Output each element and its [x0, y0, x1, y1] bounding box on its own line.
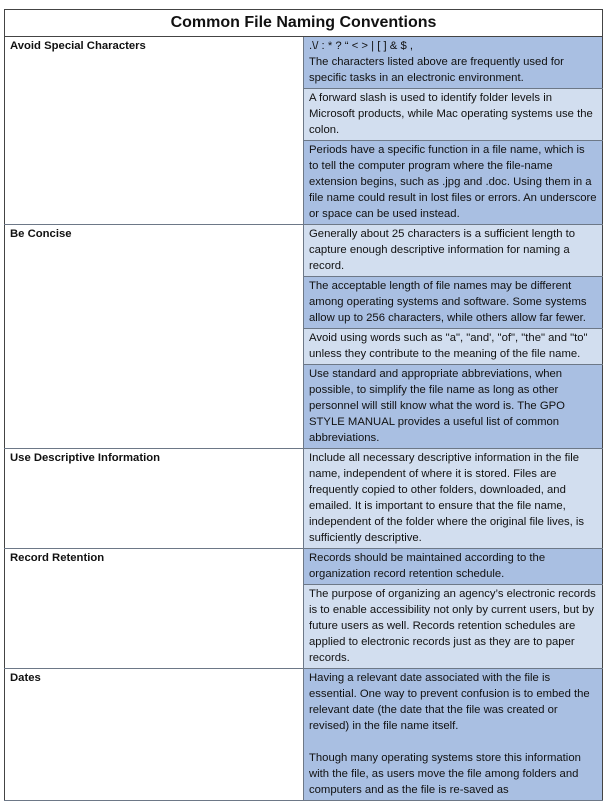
category-label: Be Concise: [5, 225, 304, 449]
guideline-text: Having a relevant date associated with the file is essential. One way to prevent confusion is to embed the relevant date (the date that the file was created or revised) in the file name itself.: [309, 672, 590, 732]
guideline-text: Include all necessary descriptive information in the file name, independent of where it is stored. Files are frequently copied to other folders, downloaded, and emailed. It is important to ensure that the file name, independent of the folder where the original file lives, is sufficiently descriptive.: [309, 452, 585, 544]
table-row: [5, 669, 603, 801]
table-row: [5, 37, 603, 89]
file-naming-table: [4, 9, 603, 801]
guideline-cell: [304, 141, 603, 225]
category-label: Use Descriptive Information: [5, 449, 304, 549]
guideline-text: Use standard and appropriate abbreviations, when possible, to simplify the file name as long as other personnel will still know what the word is. The GPO STYLE MANUAL provides a useful list of common abbreviations.: [309, 368, 565, 444]
guideline-cell: [304, 549, 603, 585]
guideline-text: Avoid using words such as "a", "and', "of", "the" and "to" unless they contribute to the meaning of the file name.: [309, 332, 588, 360]
guideline-cell: [304, 277, 603, 329]
guideline-text: Records should be maintained according to the organization record retention schedule.: [309, 552, 546, 580]
guideline-cell: [304, 225, 603, 277]
guideline-text: [309, 734, 597, 750]
category-label: Record Retention: [5, 549, 304, 669]
guideline-text: The characters listed above are frequently used for specific tasks in an electronic environment.: [309, 56, 564, 84]
guideline-cell: [304, 585, 603, 669]
guideline-cell: [304, 37, 603, 89]
guideline-text: A forward slash is used to identify folder levels in Microsoft products, while Mac operating systems use the colon.: [309, 92, 593, 136]
guideline-text: .\/ : * ? “ < > | [ ] & $ ,: [309, 40, 414, 52]
category-label: Dates: [5, 669, 304, 801]
title-row: [5, 10, 603, 37]
table-row: [5, 549, 603, 585]
guideline-text: Periods have a specific function in a file name, which is to tell the computer program where the file-name extension begins, such as .jpg and .doc. Using them in a file name could result in lost files or errors. An underscore or space can be used instead.: [309, 144, 597, 220]
guideline-cell: [304, 669, 603, 801]
guideline-text: Generally about 25 characters is a sufficient length to capture enough descriptive information for naming a record.: [309, 228, 576, 272]
guideline-text: The acceptable length of file names may be different among operating systems and software. Some systems allow up to 256 characters, while others allow far fewer.: [309, 280, 587, 324]
table-row: [5, 225, 603, 277]
table-row: [5, 449, 603, 549]
guideline-cell: [304, 329, 603, 365]
guideline-cell: [304, 89, 603, 141]
guideline-text: Though many operating systems store this information with the file, as users move the file among folders and computers and as the file is re-saved as: [309, 752, 581, 796]
guideline-cell: [304, 449, 603, 549]
guideline-text: The purpose of organizing an agency’s electronic records is to enable accessibility not only by current users, but by future users as well. Records retention schedules are applied to electronic records just as they are to paper records.: [309, 588, 596, 664]
table-title: Common File Naming Conventions: [5, 10, 603, 37]
category-label: Avoid Special Characters: [5, 37, 304, 225]
guideline-cell: [304, 365, 603, 449]
